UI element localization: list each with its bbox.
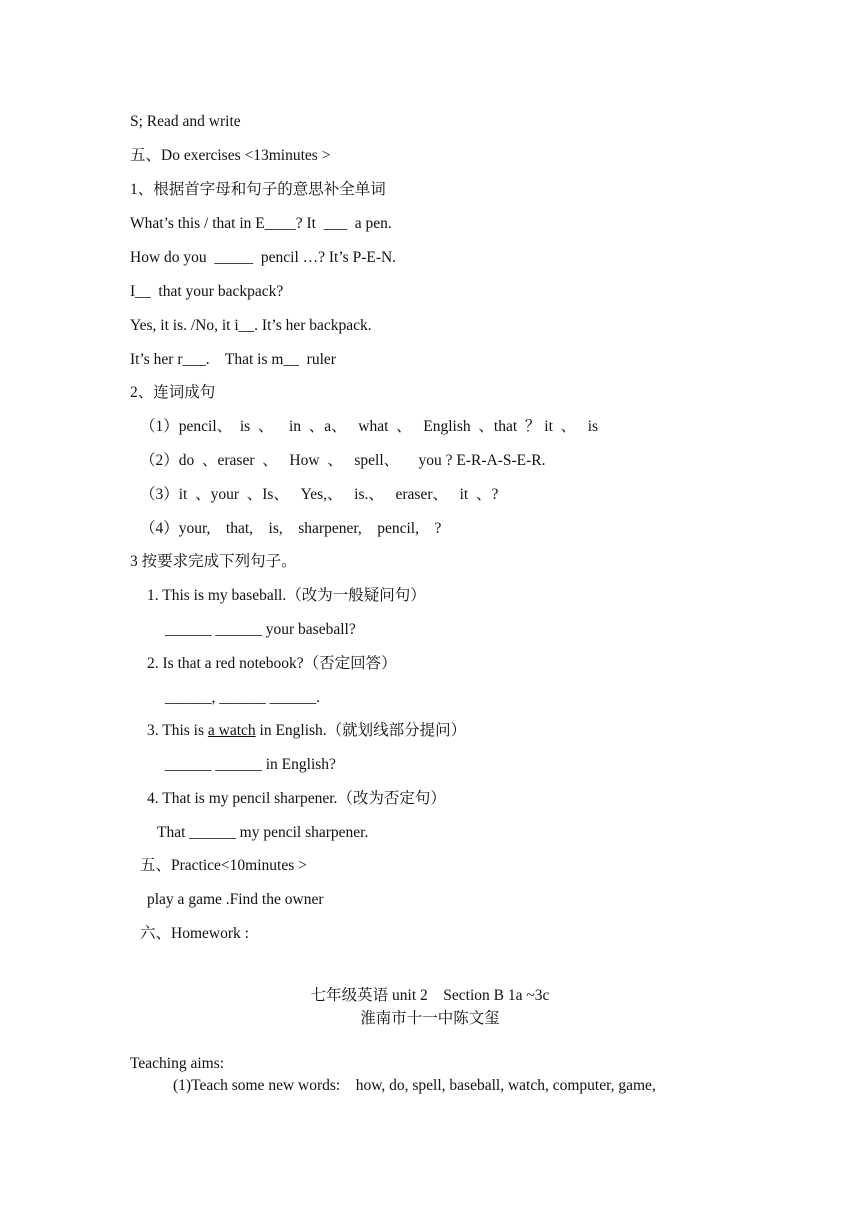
section-heading: 六、Homework : — [140, 925, 249, 942]
lesson-title: 七年级英语 unit 2 Section B 1a ~3c — [310, 987, 550, 1004]
exercise-line: How do you _____ pencil …? It’s P-E-N. — [130, 249, 397, 266]
text-span: in English.（就划线部分提问） — [255, 722, 467, 739]
section-heading: Teaching aims: — [130, 1055, 225, 1072]
exercise-line: What’s this / that in E____? It ___ a pen. — [130, 215, 392, 232]
answer-line: ______, ______ ______. — [165, 689, 320, 706]
exercise-line: I__ that your backpack? — [130, 283, 284, 300]
exercise-heading: 1、根据首字母和句子的意思补全单词 — [130, 181, 386, 198]
exercise-line — [147, 721, 466, 741]
text-line: S; Read and write — [130, 113, 241, 130]
exercise-line: （4）your, that, is, sharpener, pencil, ? — [140, 520, 442, 537]
section-heading: 五、Do exercises <13minutes > — [130, 147, 331, 164]
section-heading: 五、Practice<10minutes > — [140, 857, 307, 874]
exercise-line: （2）do 、eraser 、 How 、 spell、 you ? E-R-A-S-E-R. — [140, 452, 546, 469]
text-span: 3. This is — [147, 722, 208, 739]
lesson-author: 淮南市十一中陈文玺 — [360, 1010, 500, 1027]
exercise-line: 2. Is that a red notebook?（否定回答） — [147, 655, 397, 672]
exercise-line: It’s her r___. That is m__ ruler — [130, 351, 336, 368]
underlined-phrase: a watch — [207, 722, 256, 739]
text-line: play a game .Find the owner — [147, 891, 324, 908]
answer-line: That ______ my pencil sharpener. — [157, 824, 369, 841]
exercise-line: （1）pencil、 is 、 in 、a、 what 、 English 、that ？ it 、 is — [140, 418, 599, 435]
answer-line: ______ ______ your baseball? — [165, 621, 356, 638]
exercise-heading: 2、连词成句 — [130, 384, 216, 401]
text-line: (1)Teach some new words: how, do, spell, baseball, watch, computer, game, — [173, 1077, 656, 1094]
exercise-line: Yes, it is. /No, it i__. It’s her backpack. — [130, 317, 372, 334]
answer-line: ______ ______ in English? — [165, 756, 336, 773]
exercise-line: 1. This is my baseball.（改为一般疑问句） — [147, 587, 426, 604]
exercise-line: 4. That is my pencil sharpener.（改为否定句） — [147, 790, 446, 807]
exercise-heading: 3 按要求完成下列句子。 — [130, 553, 297, 570]
exercise-line: （3）it 、your 、Is、 Yes,、 is.、 eraser、 it 、? — [140, 486, 499, 503]
